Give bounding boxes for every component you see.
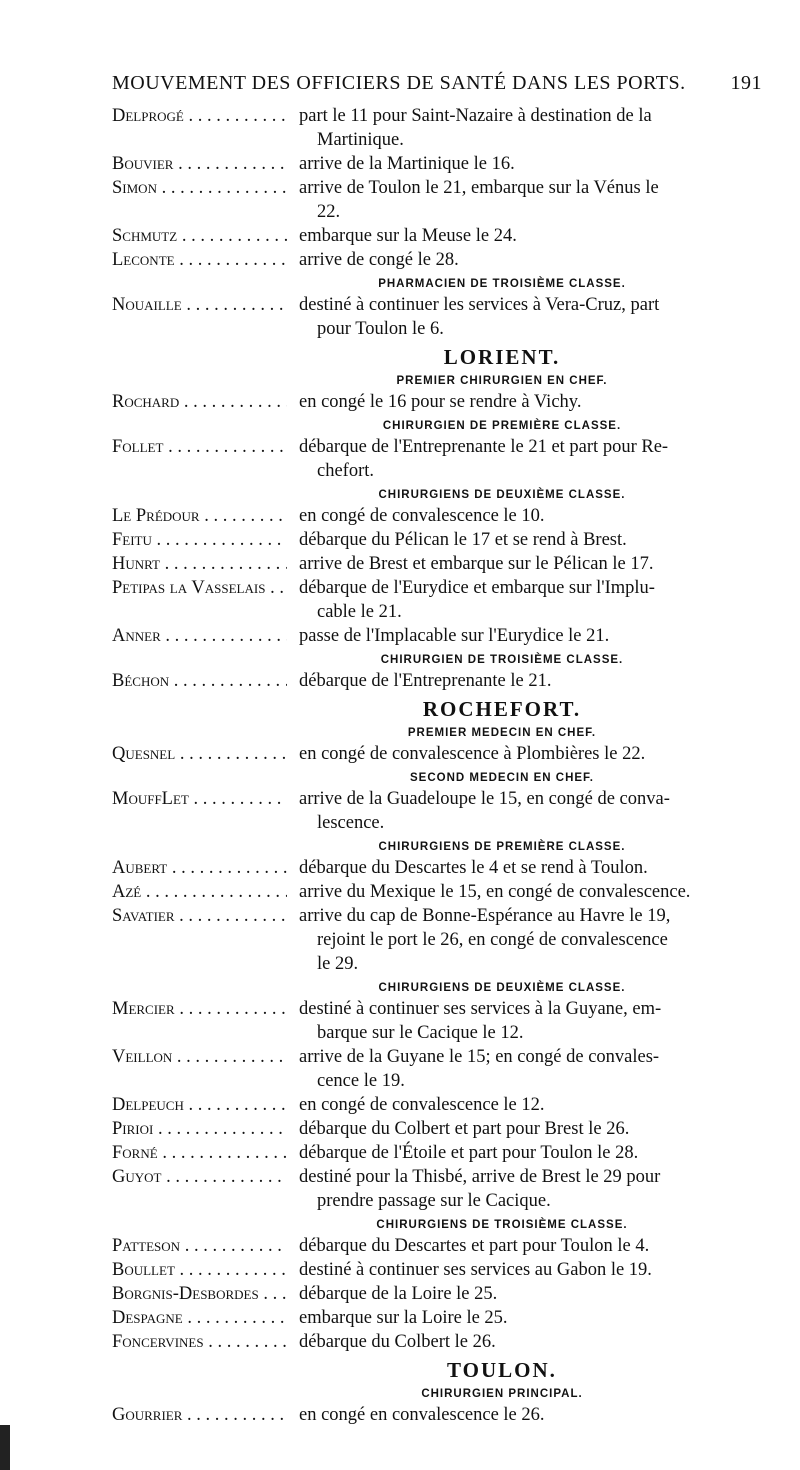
- officer-name: MouffLet . . .: [112, 787, 287, 835]
- officer-name: Borgnis-Desbordes . . .: [112, 1282, 287, 1306]
- rank-heading: CHIRURGIEN DE PREMIÈRE CLASSE.: [382, 420, 622, 432]
- officer-entry: [112, 435, 772, 483]
- officer-entry: [112, 1117, 772, 1141]
- movement-text: [287, 669, 772, 693]
- officer-name: Patteson . . .: [112, 1234, 287, 1258]
- officer-entry: [112, 1093, 772, 1117]
- officer-name: Mercier . . .: [112, 997, 287, 1045]
- movement-text: [287, 787, 772, 835]
- movement-line: débarque de l'Étoile et part pour Toulon le 28.: [299, 1143, 639, 1163]
- officer-name: Gourrier . . .: [112, 1403, 287, 1427]
- movement-text: [287, 248, 772, 272]
- movement-line: destiné à continuer ses services à la Guyane, em-: [299, 999, 662, 1019]
- movement-continuation: 22.: [317, 202, 341, 222]
- movement-text: [287, 435, 772, 483]
- officer-name: Le Prédour . . .: [112, 504, 287, 528]
- movement-text: [287, 1045, 772, 1093]
- movement-text: [287, 1234, 772, 1258]
- officer-name: Rochard . . .: [112, 390, 287, 414]
- movement-continuation: rejoint le port le 26, en congé de convalescence: [317, 930, 668, 950]
- officer-name: Veillon . . .: [112, 1045, 287, 1093]
- officer-entry: [112, 176, 772, 224]
- officer-name: Follet . . .: [112, 435, 287, 483]
- rank-heading: CHIRURGIENS DE DEUXIÈME CLASSE.: [378, 489, 626, 501]
- movement-continuation: chefort.: [317, 461, 375, 481]
- officer-name: Petipas la Vasselais . . .: [112, 576, 287, 624]
- officer-entry: [112, 952, 772, 976]
- officer-name: Forné . . .: [112, 1141, 287, 1165]
- movement-line: débarque du Pélican le 17 et se rend à Brest.: [299, 530, 627, 550]
- officer-name: Aubert . . .: [112, 856, 287, 880]
- officer-entry: [112, 1165, 772, 1213]
- movement-line: arrive de la Guadeloupe le 15, en congé de conva-: [299, 789, 670, 809]
- officer-name: Delprogé . . .: [112, 104, 287, 152]
- movement-text: [287, 1403, 772, 1427]
- movement-text: [287, 997, 772, 1045]
- movement-line: arrive de la Guyane le 15; en congé de convales-: [299, 1047, 660, 1067]
- movement-line: débarque du Colbert et part pour Brest le 26.: [299, 1119, 630, 1139]
- officer-name: Feitu . . .: [112, 528, 287, 552]
- movement-text: [287, 856, 772, 880]
- officer-entry: [112, 1403, 772, 1427]
- movement-text: [287, 904, 772, 952]
- officer-entry: [112, 104, 772, 152]
- page-header: [112, 72, 762, 95]
- officer-entry: [112, 293, 772, 341]
- officer-name: Hunrt . . .: [112, 552, 287, 576]
- movement-text: [287, 952, 772, 976]
- officer-entry: [112, 1234, 772, 1258]
- movement-line: débarque de la Loire le 25.: [299, 1284, 498, 1304]
- movement-continuation: prendre passage sur le Cacique.: [317, 1191, 551, 1211]
- officer-name: Savatier . . .: [112, 904, 287, 952]
- movement-text: [287, 528, 772, 552]
- port-heading: ROCHEFORT.: [422, 697, 582, 721]
- movement-line: débarque de l'Entreprenante le 21 et part pour Re-: [299, 437, 669, 457]
- movement-text: [287, 1093, 772, 1117]
- movement-line: arrive de la Martinique le 16.: [299, 154, 515, 174]
- movement-text: [287, 552, 772, 576]
- rank-heading: CHIRURGIEN DE TROISIÈME CLASSE.: [380, 654, 624, 666]
- officer-name: Delpeuch . . .: [112, 1093, 287, 1117]
- movement-line: arrive de Brest et embarque sur le Pélican le 17.: [299, 554, 654, 574]
- officer-entry: [112, 390, 772, 414]
- movement-line: en congé en convalescence le 26.: [299, 1405, 545, 1425]
- rank-heading: CHIRURGIEN PRINCIPAL.: [421, 1388, 583, 1400]
- officer-name: Leconte . . .: [112, 248, 287, 272]
- rank-heading: CHIRURGIENS DE TROISIÈME CLASSE.: [376, 1219, 628, 1231]
- officer-entry: [112, 742, 772, 766]
- rank-heading: SECOND MEDECIN EN CHEF.: [409, 772, 595, 784]
- officer-name: Despagne . . .: [112, 1306, 287, 1330]
- movement-line: débarque du Descartes le 4 et se rend à Toulon.: [299, 858, 648, 878]
- officer-entry: [112, 1141, 772, 1165]
- movement-text: [287, 504, 772, 528]
- officer-entry: [112, 552, 772, 576]
- movement-line: en congé de convalescence le 12.: [299, 1095, 545, 1115]
- movement-line: arrive du cap de Bonne-Espérance au Havre le 19,: [299, 906, 671, 926]
- rank-heading: PREMIER CHIRURGIEN EN CHEF.: [396, 375, 608, 387]
- officer-name: Guyot . . .: [112, 1165, 287, 1213]
- officer-entry: [112, 624, 772, 648]
- movement-text: [287, 742, 772, 766]
- rank-heading: CHIRURGIENS DE PREMIÈRE CLASSE.: [378, 841, 626, 853]
- movement-text: [287, 104, 772, 152]
- officer-name: Simon . . .: [112, 176, 287, 224]
- officer-entry: [112, 224, 772, 248]
- movement-text: [287, 224, 772, 248]
- officer-entry: [112, 880, 772, 904]
- officer-entry: [112, 904, 772, 952]
- movement-continuation: cence le 19.: [317, 1071, 405, 1091]
- movement-text: [287, 1282, 772, 1306]
- officer-entry: [112, 669, 772, 693]
- officer-name: Foncervines . . .: [112, 1330, 287, 1354]
- officer-entry: [112, 576, 772, 624]
- movement-line: en congé de convalescence le 10.: [299, 506, 545, 526]
- movement-line: en congé le 16 pour se rendre à Vichy.: [299, 392, 582, 412]
- movement-line: débarque du Descartes et part pour Toulon le 4.: [299, 1236, 650, 1256]
- port-heading: LORIENT.: [443, 345, 561, 369]
- movement-line: embarque sur la Loire le 25.: [299, 1308, 508, 1328]
- movement-line: destiné pour la Thisbé, arrive de Brest le 29 pour: [299, 1167, 661, 1187]
- movement-continuation: Martinique.: [317, 130, 404, 150]
- movement-text: [287, 1117, 772, 1141]
- movement-continuation: pour Toulon le 6.: [317, 319, 444, 339]
- movement-text: [287, 1141, 772, 1165]
- movement-text: [287, 390, 772, 414]
- movement-text: [287, 1258, 772, 1282]
- movement-text: [287, 1330, 772, 1354]
- movement-text: [287, 293, 772, 341]
- officer-name: Schmutz . . .: [112, 224, 287, 248]
- movement-text: [287, 1165, 772, 1213]
- movement-line: débarque de l'Eurydice et embarque sur l'Implu-: [299, 578, 655, 598]
- movement-line: embarque sur la Meuse le 24.: [299, 226, 517, 246]
- movement-text: [287, 624, 772, 648]
- page-title: MOUVEMENT DES OFFICIERS DE SANTÉ DANS LES PORTS.: [112, 72, 686, 94]
- officer-name: Quesnel . . .: [112, 742, 287, 766]
- movement-continuation: barque sur le Cacique le 12.: [317, 1023, 524, 1043]
- officer-entry: [112, 1306, 772, 1330]
- movement-line: arrive de Toulon le 21, embarque sur la Vénus le: [299, 178, 659, 198]
- movement-continuation: le 29.: [317, 954, 359, 974]
- officer-name: Anner . . .: [112, 624, 287, 648]
- movement-continuation: lescence.: [317, 813, 385, 833]
- officer-entry: [112, 1282, 772, 1306]
- movement-line: débarque de l'Entreprenante le 21.: [299, 671, 552, 691]
- port-heading: TOULON.: [447, 1358, 557, 1382]
- officer-entry: [112, 1045, 772, 1093]
- movement-text: [287, 1306, 772, 1330]
- movement-line: passe de l'Implacable sur l'Eurydice le 21.: [299, 626, 610, 646]
- movement-line: part le 11 pour Saint-Nazaire à destination de la: [299, 106, 652, 126]
- rank-heading: PREMIER MEDECIN EN CHEF.: [407, 727, 597, 739]
- officer-entry: [112, 152, 772, 176]
- officer-name: Nouaille . . .: [112, 293, 287, 341]
- movement-line: destiné à continuer les services à Vera-Cruz, part: [299, 295, 660, 315]
- officer-entry: [112, 856, 772, 880]
- rank-heading: PHARMACIEN DE TROISIÈME CLASSE.: [378, 278, 626, 290]
- officer-entry: [112, 997, 772, 1045]
- movement-text: [287, 152, 772, 176]
- officer-entry: [112, 787, 772, 835]
- officer-entry: [112, 248, 772, 272]
- officer-entry: [112, 1258, 772, 1282]
- officer-name: Bouvier . . .: [112, 152, 287, 176]
- officer-name: Boullet . . .: [112, 1258, 287, 1282]
- officer-name: Pirioi . . .: [112, 1117, 287, 1141]
- movement-line: arrive du Mexique le 15, en congé de convalescence.: [299, 882, 691, 902]
- page-number: 191: [730, 72, 762, 94]
- movement-text: [287, 880, 772, 904]
- rank-heading: CHIRURGIENS DE DEUXIÈME CLASSE.: [378, 982, 626, 994]
- officer-entry: [112, 1330, 772, 1354]
- movement-line: arrive de congé le 28.: [299, 250, 459, 270]
- movement-continuation: cable le 21.: [317, 602, 402, 622]
- officer-name: Azé . . .: [112, 880, 287, 904]
- movement-line: débarque du Colbert le 26.: [299, 1332, 496, 1352]
- movement-list: [112, 104, 772, 1427]
- movement-text: [287, 176, 772, 224]
- movement-line: destiné à continuer ses services au Gabon le 19.: [299, 1260, 652, 1280]
- officer-entry: [112, 528, 772, 552]
- movement-text: [287, 576, 772, 624]
- movement-line: en congé de convalescence à Plombières le 22.: [299, 744, 646, 764]
- scan-edge-mark: [0, 1425, 10, 1470]
- officer-name: Béchon . . .: [112, 669, 287, 693]
- officer-entry: [112, 504, 772, 528]
